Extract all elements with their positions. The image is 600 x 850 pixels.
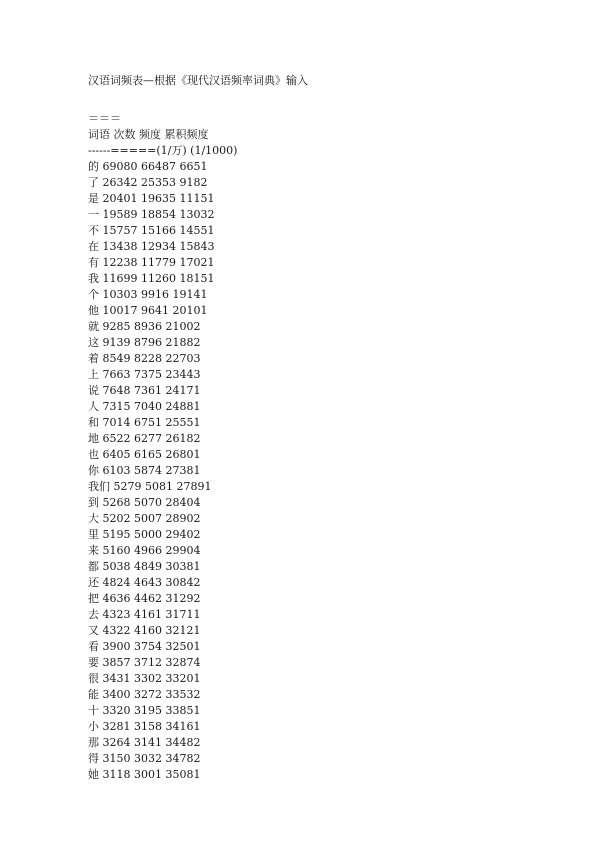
document-title: 汉语词频表—根据《现代汉语频率词典》输入	[88, 74, 308, 87]
row-count: 3857	[102, 656, 131, 669]
row-word: 去	[88, 608, 99, 621]
row-frequency: 3272	[134, 688, 162, 701]
column-header: 词语 次数 频度 累积频度	[88, 128, 209, 141]
row-cumulative-frequency: 33532	[165, 688, 201, 701]
list-item	[88, 527, 568, 543]
row-count: 5202	[102, 512, 131, 525]
row-count: 3320	[102, 704, 131, 717]
list-item	[88, 351, 568, 367]
list-item	[88, 687, 568, 703]
row-cumulative-frequency: 33851	[165, 704, 201, 717]
row-cumulative-frequency: 11151	[179, 192, 215, 205]
row-count: 5038	[102, 560, 131, 573]
row-word: 把	[88, 592, 99, 605]
row-word: 是	[88, 192, 99, 205]
row-cumulative-frequency: 28902	[165, 512, 201, 525]
row-word: 他	[88, 304, 99, 317]
row-count: 10303	[102, 288, 138, 301]
row-cumulative-frequency: 22703	[165, 352, 201, 365]
row-count: 11699	[102, 272, 138, 285]
row-word: 里	[88, 528, 99, 541]
row-count: 3900	[102, 640, 131, 653]
row-frequency: 5874	[134, 464, 162, 477]
spacer	[88, 89, 568, 111]
list-item	[88, 511, 568, 527]
row-cumulative-frequency: 28404	[165, 496, 201, 509]
row-frequency: 15166	[141, 224, 176, 237]
row-word: 人	[88, 400, 99, 413]
row-count: 7648	[102, 384, 131, 397]
row-count: 15757	[102, 224, 138, 237]
row-cumulative-frequency: 9182	[179, 176, 208, 189]
list-item	[88, 223, 568, 239]
row-count: 3431	[102, 672, 131, 685]
row-cumulative-frequency: 13032	[179, 208, 215, 221]
row-cumulative-frequency: 24171	[165, 384, 201, 397]
row-word: 看	[88, 640, 99, 653]
row-frequency: 4160	[134, 624, 162, 637]
row-count: 3150	[102, 752, 131, 765]
list-item	[88, 479, 568, 495]
row-word: 了	[88, 176, 99, 189]
row-frequency: 3032	[134, 752, 162, 765]
column-subheader: ------=====(1/万) (1/1000)	[88, 144, 238, 157]
row-count: 3400	[102, 688, 131, 701]
row-frequency: 8228	[134, 352, 162, 365]
list-item	[88, 559, 568, 575]
row-word: 你	[88, 464, 99, 477]
row-word: 不	[88, 224, 99, 237]
document-page	[88, 73, 568, 783]
row-word: 有	[88, 256, 99, 269]
list-item	[88, 335, 568, 351]
row-word: 到	[88, 496, 99, 509]
row-cumulative-frequency: 21882	[165, 336, 201, 349]
row-word: 要	[88, 656, 99, 669]
row-cumulative-frequency: 6651	[179, 160, 208, 173]
list-item	[88, 607, 568, 623]
row-count: 6522	[102, 432, 131, 445]
list-item	[88, 367, 568, 383]
row-frequency: 18854	[141, 208, 176, 221]
row-frequency: 4462	[134, 592, 162, 605]
row-word: 她	[88, 768, 99, 781]
row-count: 6103	[102, 464, 131, 477]
row-count: 5160	[102, 544, 131, 557]
row-cumulative-frequency: 17021	[179, 256, 215, 269]
row-cumulative-frequency: 26182	[165, 432, 201, 445]
row-frequency: 8936	[134, 320, 162, 333]
row-count: 5195	[102, 528, 131, 541]
row-word: 说	[88, 384, 99, 397]
list-item	[88, 383, 568, 399]
row-cumulative-frequency: 15843	[179, 240, 215, 253]
row-cumulative-frequency: 34482	[165, 736, 201, 749]
list-item	[88, 303, 568, 319]
list-item	[88, 239, 568, 255]
row-cumulative-frequency: 32121	[165, 624, 201, 637]
row-count: 19589	[102, 208, 138, 221]
row-frequency: 8796	[134, 336, 162, 349]
list-item	[88, 255, 568, 271]
row-cumulative-frequency: 23443	[165, 368, 201, 381]
row-frequency: 7361	[134, 384, 162, 397]
row-frequency: 6751	[134, 416, 162, 429]
list-item	[88, 447, 568, 463]
row-cumulative-frequency: 19141	[172, 288, 208, 301]
row-word: 十	[88, 704, 99, 717]
row-cumulative-frequency: 31292	[165, 592, 201, 605]
list-item	[88, 271, 568, 287]
row-cumulative-frequency: 31711	[165, 608, 201, 621]
row-frequency: 19635	[141, 192, 176, 205]
list-item	[88, 463, 568, 479]
row-count: 4322	[102, 624, 131, 637]
list-item	[88, 287, 568, 303]
list-item	[88, 543, 568, 559]
row-word: 很	[88, 672, 99, 685]
list-item	[88, 191, 568, 207]
row-cumulative-frequency: 21002	[165, 320, 201, 333]
list-item	[88, 767, 568, 783]
row-frequency: 6277	[134, 432, 162, 445]
row-cumulative-frequency: 29904	[165, 544, 201, 557]
row-frequency: 9916	[141, 288, 169, 301]
row-cumulative-frequency: 27891	[176, 480, 212, 493]
list-item	[88, 495, 568, 511]
row-word: 上	[88, 368, 99, 381]
row-cumulative-frequency: 34782	[165, 752, 201, 765]
row-frequency: 4161	[134, 608, 162, 621]
row-word: 也	[88, 448, 99, 461]
row-frequency: 7375	[134, 368, 162, 381]
list-item	[88, 399, 568, 415]
row-frequency: 3754	[134, 640, 162, 653]
list-item	[88, 751, 568, 767]
list-item	[88, 735, 568, 751]
row-count: 20401	[102, 192, 138, 205]
row-count: 13438	[102, 240, 138, 253]
row-word: 都	[88, 560, 99, 573]
row-count: 3281	[102, 720, 131, 733]
row-count: 7315	[102, 400, 131, 413]
row-word: 能	[88, 688, 99, 701]
row-count: 10017	[102, 304, 138, 317]
list-item	[88, 319, 568, 335]
row-frequency: 9641	[141, 304, 169, 317]
row-word: 的	[88, 160, 99, 173]
list-item	[88, 175, 568, 191]
row-word: 这	[88, 336, 99, 349]
row-cumulative-frequency: 18151	[179, 272, 215, 285]
row-count: 9139	[102, 336, 131, 349]
row-cumulative-frequency: 27381	[165, 464, 201, 477]
row-frequency: 5070	[134, 496, 162, 509]
row-cumulative-frequency: 30842	[165, 576, 201, 589]
row-count: 3264	[102, 736, 131, 749]
list-item	[88, 623, 568, 639]
row-frequency: 3158	[134, 720, 162, 733]
row-cumulative-frequency: 14551	[179, 224, 215, 237]
row-count: 69080	[102, 160, 138, 173]
row-word: 大	[88, 512, 99, 525]
row-count: 26342	[102, 176, 138, 189]
row-frequency: 4643	[134, 576, 162, 589]
row-count: 5268	[102, 496, 131, 509]
list-item	[88, 415, 568, 431]
row-word: 小	[88, 720, 99, 733]
list-item	[88, 575, 568, 591]
row-count: 7014	[102, 416, 131, 429]
row-frequency: 11260	[141, 272, 176, 285]
row-word: 个	[88, 288, 99, 301]
row-frequency: 5000	[134, 528, 162, 541]
row-frequency: 12934	[141, 240, 176, 253]
row-word: 在	[88, 240, 99, 253]
list-item	[88, 639, 568, 655]
list-item	[88, 159, 568, 175]
row-frequency: 3712	[134, 656, 162, 669]
row-cumulative-frequency: 32501	[165, 640, 201, 653]
row-word: 得	[88, 752, 99, 765]
row-word: 就	[88, 320, 99, 333]
row-word: 我们	[88, 480, 110, 493]
row-count: 4636	[102, 592, 131, 605]
row-frequency: 25353	[141, 176, 176, 189]
row-cumulative-frequency: 25551	[165, 416, 201, 429]
row-count: 8549	[102, 352, 131, 365]
row-count: 4824	[102, 576, 131, 589]
row-frequency: 5007	[134, 512, 162, 525]
row-cumulative-frequency: 24881	[165, 400, 201, 413]
row-word: 和	[88, 416, 99, 429]
list-item	[88, 703, 568, 719]
row-count: 9285	[102, 320, 131, 333]
row-cumulative-frequency: 35081	[165, 768, 201, 781]
list-item	[88, 207, 568, 223]
frequency-list	[88, 159, 568, 783]
row-count: 7663	[102, 368, 131, 381]
row-frequency: 3141	[134, 736, 162, 749]
list-item	[88, 591, 568, 607]
row-word: 来	[88, 544, 99, 557]
row-count: 5279	[113, 480, 142, 493]
row-frequency: 3195	[134, 704, 162, 717]
row-cumulative-frequency: 26801	[165, 448, 201, 461]
row-count: 3118	[102, 768, 131, 781]
list-item	[88, 671, 568, 687]
row-frequency: 66487	[141, 160, 176, 173]
row-word: 我	[88, 272, 99, 285]
row-frequency: 3302	[134, 672, 162, 685]
row-frequency: 6165	[134, 448, 162, 461]
row-frequency: 7040	[134, 400, 162, 413]
row-word: 还	[88, 576, 99, 589]
row-cumulative-frequency: 30381	[165, 560, 201, 573]
row-frequency: 4849	[134, 560, 162, 573]
list-item	[88, 431, 568, 447]
row-cumulative-frequency: 32874	[165, 656, 201, 669]
row-word: 那	[88, 736, 99, 749]
row-frequency: 4966	[134, 544, 162, 557]
row-cumulative-frequency: 34161	[165, 720, 201, 733]
row-frequency: 5081	[145, 480, 173, 493]
row-count: 12238	[102, 256, 138, 269]
row-cumulative-frequency: 20101	[172, 304, 208, 317]
row-word: 又	[88, 624, 99, 637]
list-item	[88, 719, 568, 735]
separator-line: ＝＝＝	[88, 112, 121, 125]
row-word: 着	[88, 352, 99, 365]
row-word: 地	[88, 432, 99, 445]
row-frequency: 11779	[141, 256, 176, 269]
list-item	[88, 655, 568, 671]
row-frequency: 3001	[134, 768, 162, 781]
row-count: 4323	[102, 608, 131, 621]
row-cumulative-frequency: 29402	[165, 528, 201, 541]
row-count: 6405	[102, 448, 131, 461]
row-cumulative-frequency: 33201	[165, 672, 201, 685]
row-word: 一	[88, 208, 99, 221]
